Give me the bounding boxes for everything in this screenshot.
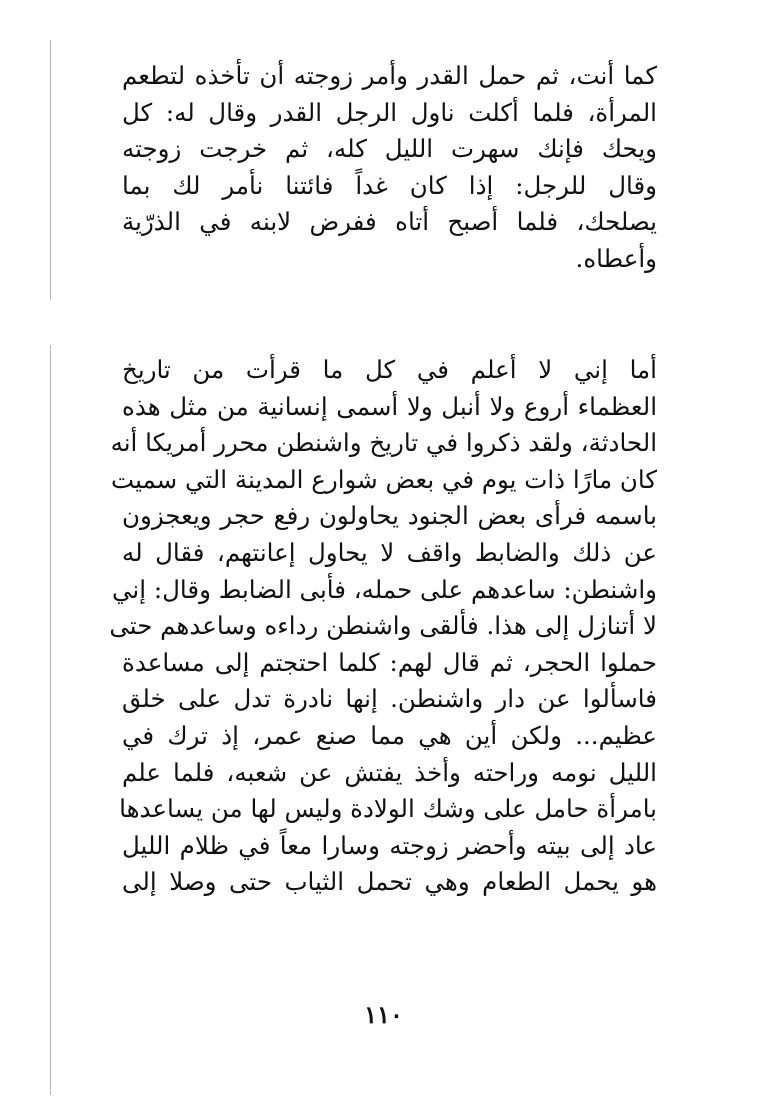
- text-line: فاسألوا عن دار واشنطن. إنها نادرة تدل على خلق: [122, 684, 657, 714]
- text-line: واشنطن: ساعدهم على حمله، فأبى الضابط وقال: إني: [112, 574, 657, 604]
- scan-edge-line: [50, 345, 51, 1095]
- text-line: ويحك فإنك سهرت الليل كله، ثم خرجت زوجته: [122, 134, 657, 164]
- paragraph-1: [122, 58, 657, 278]
- text-line: وأعطاه.: [575, 243, 657, 273]
- text-line: يصلحك، فلما أصبح أتاه ففرض لابنه في الذرّية: [122, 207, 657, 237]
- text-line: كان مارًا ذات يوم في بعض شوارع المدينة التي سميت: [111, 464, 657, 494]
- text-line: العظماء أروع ولا أنبل ولا أسمى إنسانية من مثل هذه: [122, 391, 657, 421]
- text-line: كما أنت، ثم حمل القدر وأمر زوجته أن تأخذه لتطعم: [122, 61, 657, 90]
- page-number: ١١٠: [364, 1000, 403, 1029]
- text-line: باسمه فرأى بعض الجنود يحاولون رفع حجر ويعجزون: [122, 501, 657, 531]
- text-line: أما إني لا أعلم في كل ما قرأت من تاريخ: [122, 355, 657, 384]
- text-line: بامرأة حامل على وشك الولادة وليس لها من يساعدها: [119, 794, 657, 824]
- text-line: المرأة، فلما أكلت ناول الرجل القدر وقال له: كل: [122, 97, 657, 127]
- text-line: لا أتنازل إلى هذا. فألقى واشنطن رداءه وساعدهم حتى: [109, 611, 657, 641]
- text-line: حملوا الحجر، ثم قال لهم: كلما احتجتم إلى مساعدة: [122, 647, 657, 677]
- text-line: هو يحمل الطعام وهي تحمل الثياب حتى وصلا إلى: [122, 867, 657, 897]
- text-line: عاد إلى بيته وأحضر زوجته وسارا معاً في ظلام الليل: [122, 830, 657, 860]
- scan-edge-line: [50, 40, 51, 300]
- text-line: الليل نومه وراحته وأخذ يفتش عن شعبه، فلما علم: [122, 757, 657, 787]
- text-line: وقال للرجل: إذا كان غداً فائتنا نأمر لك بما: [122, 170, 657, 200]
- text-line: عظيم... ولكن أين هي مما صنع عمر، إذ ترك في: [122, 720, 657, 750]
- text-line: عن ذلك والضابط واقف لا يحاول إعانتهم، فقال له: [122, 537, 657, 567]
- paragraph-2: [109, 352, 657, 901]
- text-line: الحادثة، ولقد ذكروا في تاريخ واشنطن محرر أمريكا أنه: [110, 428, 657, 458]
